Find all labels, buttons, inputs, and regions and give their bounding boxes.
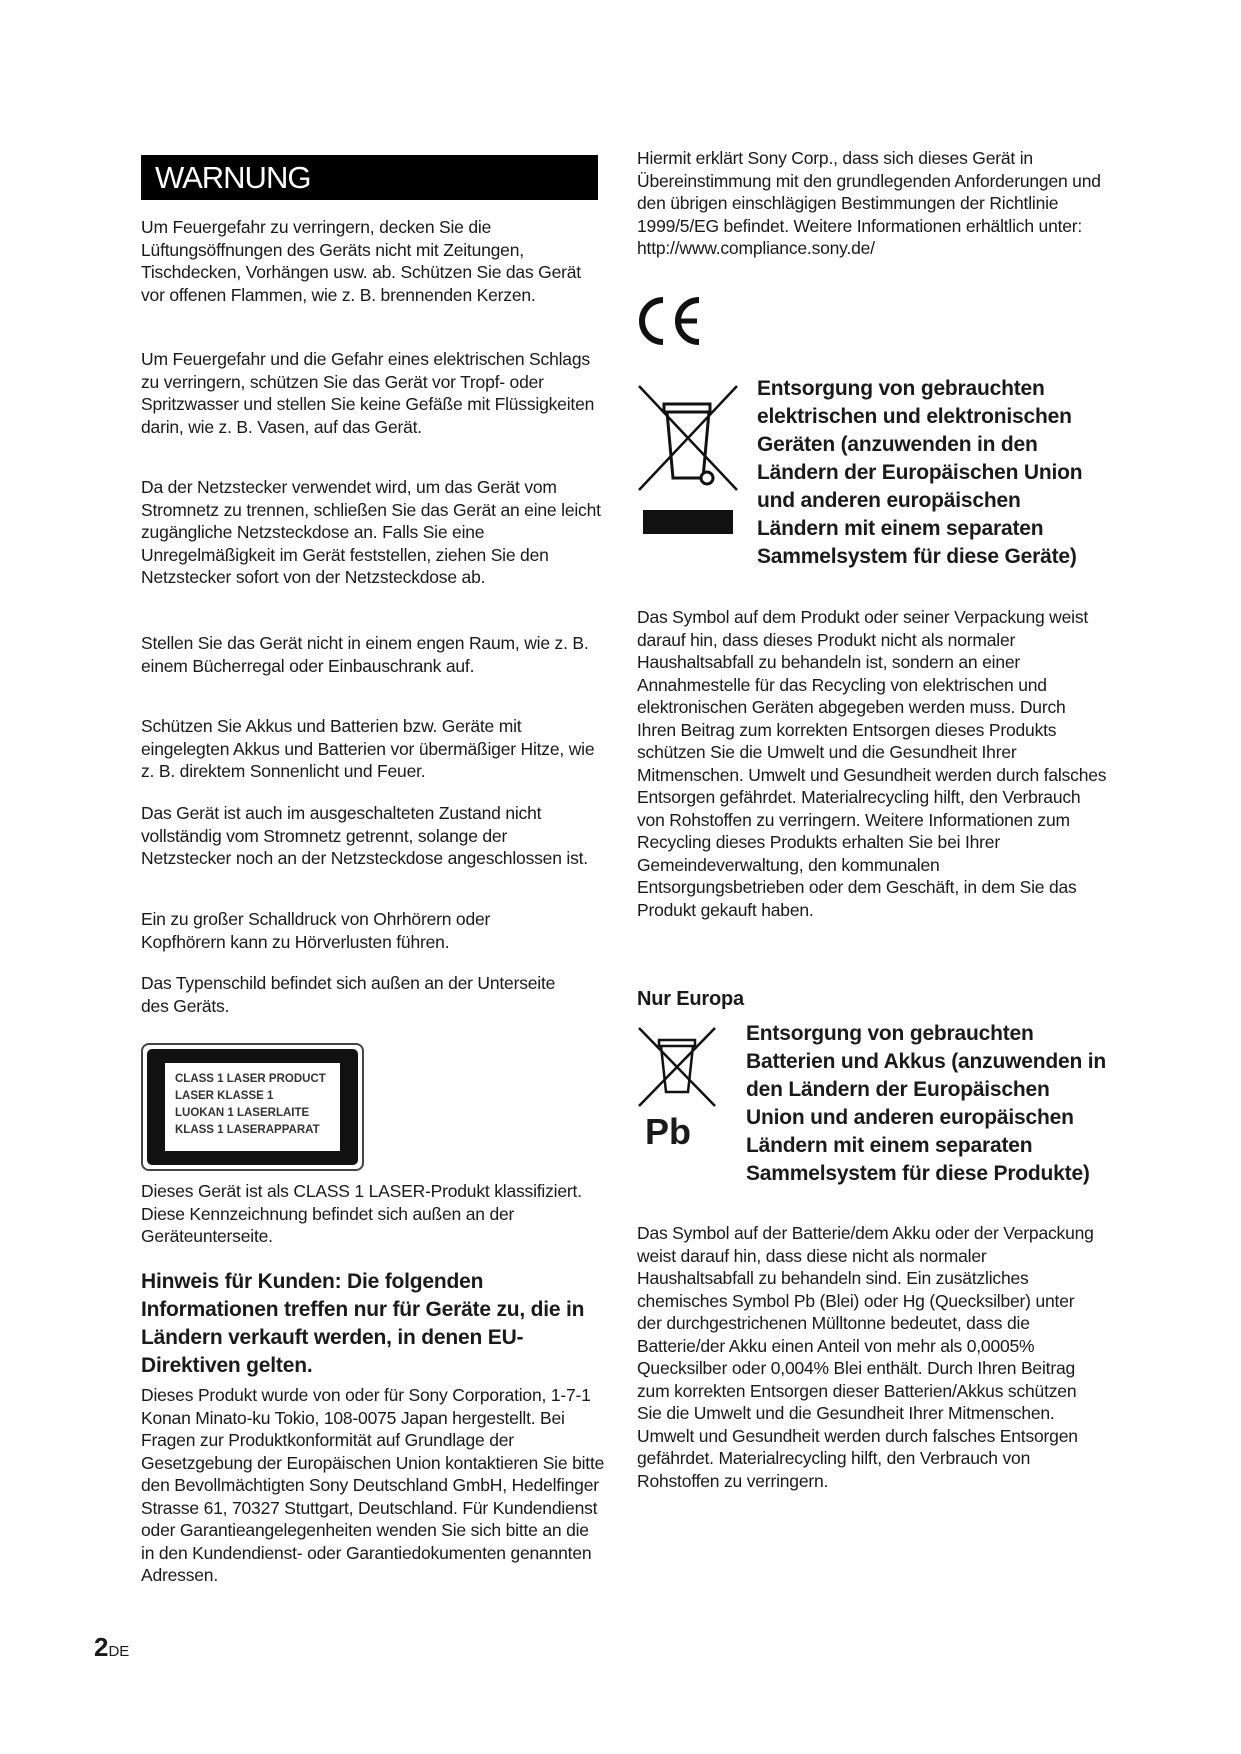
paragraph: Das Gerät ist auch im ausgeschalteten Zustand nicht vollständig vom Stromnetz getrennt, solange der Netzstecker noch an der Netzsteckdose angeschlossen ist. — [141, 803, 588, 868]
page-number-value: 2 — [94, 1632, 109, 1662]
declaration: Hiermit erklärt Sony Corp., dass sich dieses Gerät in Übereinstimmung mit den grundlegenden Anforderungen und den übrigen einschlägigen Bestimmungen der Richtlinie 1999/5/EG befindet. Weitere Informationen erhältlich unter: http://www.compliance.sony.de/ — [637, 148, 1101, 258]
paragraph: Schützen Sie Akkus und Batterien bzw. Geräte mit eingelegten Akkus und Batterien vor übermäßiger Hitze, wie z. B. direktem Sonnenlicht und Feuer. — [141, 716, 595, 781]
europe-only-heading: Nur Europa — [637, 988, 744, 1010]
notice-heading: Hinweis für Kunden: Die folgenden Informationen treffen nur für Geräte zu, die in Ländern verkauft werden, in denen EU-Direktiven gelten. — [141, 1270, 585, 1377]
weee-heading-text: Entsorgung von gebrauchten elektrischen und elektronischen Geräten (anzuwenden in den Ländern der Europäischen Union und anderen europäischen Ländern mit einem separaten Sammelsystem für diese Geräte) — [757, 377, 1083, 568]
laser-label-line: LASER KLASSE 1 — [175, 1090, 274, 1102]
battery-heading: Entsorgung von gebrauchten Batterien und Akkus (anzuwenden in den Ländern der Europäischen Union und anderen europäischen Ländern mit einem separaten Sammelsystem für diese Produkte) — [746, 1022, 1106, 1185]
weee-heading — [757, 375, 1102, 571]
paragraph: Das Typenschild befindet sich außen an der Unterseite des Geräts. — [141, 973, 556, 1016]
paragraph: Um Feuergefahr und die Gefahr eines elektrischen Schlags zu verringern, schützen Sie das Gerät vor Tropf- oder Spritzwasser und stellen Sie keine Gefäße mit Flüssigkeiten darin, wie z. B. Vasen, auf das Gerät. — [141, 349, 595, 437]
warning-title: WARNUNG — [141, 155, 598, 200]
laser-label-line: KLASS 1 LASERAPPARAT — [175, 1124, 320, 1136]
laser-label-line: CLASS 1 LASER PRODUCT — [175, 1073, 326, 1085]
paragraph: Stellen Sie das Gerät nicht in einem engen Raum, wie z. B. einem Bücherregal oder Einbauschrank auf. — [141, 633, 589, 676]
laser-class-label — [141, 1043, 364, 1171]
ce-mark-icon — [637, 296, 703, 346]
lead-symbol: Pb — [645, 1111, 692, 1152]
crossed-bin-icon — [637, 382, 739, 538]
paragraph: Um Feuergefahr zu verringern, decken Sie die Lüftungsöffnungen des Geräts nicht mit Zeitungen, Tischdecken, Vorhängen usw. ab. Schützen Sie das Gerät vor offenen Flammen, wie z. B. brennenden Kerzen. — [141, 217, 581, 305]
battery-disposal-icon — [637, 1026, 717, 1152]
laser-label-line: LUOKAN 1 LASERLAITE — [175, 1107, 310, 1119]
laser-caption: Dieses Gerät ist als CLASS 1 LASER-Produkt klassifiziert. Diese Kennzeichnung befindet sich außen an der Geräteunterseite. — [141, 1181, 582, 1246]
notice-body: Dieses Produkt wurde von oder für Sony Corporation, 1-7-1 Konan Minato-ku Tokio, 108-0075 Japan hergestellt. Bei Fragen zur Produktkonformität auf Grundlage der Gesetzgebung der Europäischen Union kontaktieren Sie bitte den Bevollmächtigten Sony Deutschland GmbH, Hedelfinger Strasse 61, 70327 Stuttgart, Deutschland. Für Kundendienst oder Garantieangelegenheiten wenden Sie sich bitte an die in den Kundendienst- oder Garantiedokumenten genannten Adressen. — [141, 1385, 605, 1585]
paragraph: Da der Netzstecker verwendet wird, um das Gerät vom Stromnetz zu trennen, schließen Sie das Gerät an eine leicht zugängliche Netzsteckdose an. Falls Sie eine Unregelmäßigkeit im Gerät feststellen, ziehen Sie den Netzstecker sofort von der Netzsteckdose ab. — [141, 477, 601, 587]
page-language: DE — [108, 1643, 130, 1660]
battery-body: Das Symbol auf der Batterie/dem Akku oder der Verpackung weist darauf hin, dass diese nicht als normaler Haushaltsabfall zu behandeln sind. Ein zusätzliches chemisches Symbol Pb (Blei) oder Hg (Quecksilber) unter der durchgestrichenen Mülltonne bedeutet, dass die Batterie/der Akku einen Anteil von mehr als 0,0005% Quecksilber oder 0,004% Blei enthält. Durch Ihren Beitrag zum korrekten Entsorgen dieser Batterien/Akkus schützen Sie die Umwelt und die Gesundheit Ihrer Mitmenschen. Umwelt und Gesundheit werden durch falsches Entsorgen gefährdet. Materialrecycling hilft, den Verbrauch von Rohstoffen zu verringern. — [637, 1223, 1094, 1491]
page-number — [94, 1632, 129, 1663]
weee-body: Das Symbol auf dem Produkt oder seiner Verpackung weist darauf hin, dass dieses Produkt nicht als normaler Haushaltsabfall zu behandeln ist, sondern an einer Annahmestelle für das Recycling von elektrischen und elektronischen Geräten abgegeben werden muss. Durch Ihren Beitrag zum korrekten Entsorgen dieses Produkts schützen Sie die Umwelt und die Gesundheit Ihrer Mitmenschen. Umwelt und Gesundheit werden durch falsches Entsorgen gefährdet. Materialrecycling hilft, den Verbrauch von Rohstoffen zu verringern. Weitere Informationen zum Recycling dieses Produkts erhalten Sie bei Ihrer Gemeindeverwaltung, den kommunalen Entsorgungsbetrieben oder dem Geschäft, in dem Sie das Produkt gekauft haben. — [637, 607, 1107, 920]
paragraph: Ein zu großer Schalldruck von Ohrhörern oder Kopfhörern kann zu Hörverlusten führen. — [141, 909, 491, 952]
